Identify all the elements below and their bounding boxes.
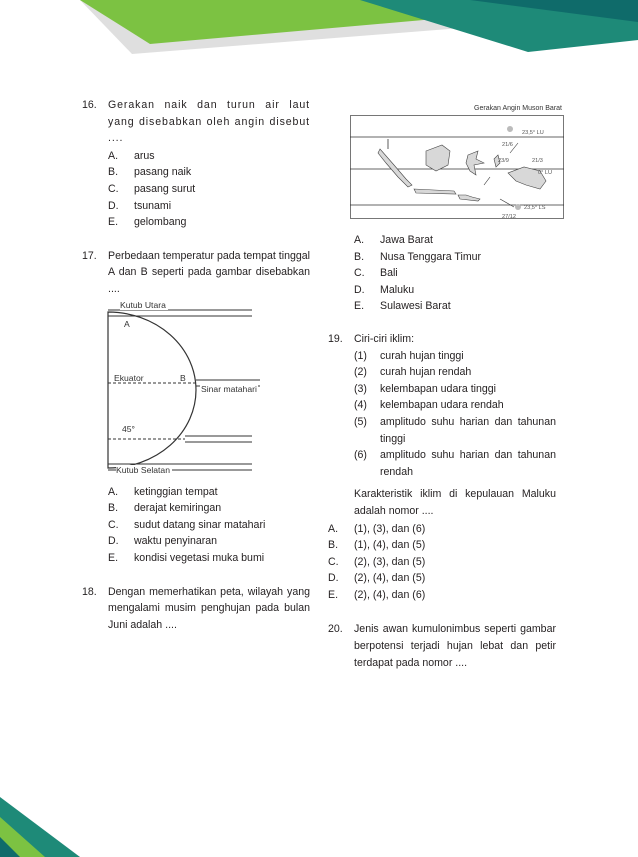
option-d[interactable]: D. (2), (4), dan (5) bbox=[328, 572, 426, 585]
option-e[interactable]: E. Sulawesi Barat bbox=[354, 300, 451, 313]
footer-decoration bbox=[0, 797, 80, 857]
option-e[interactable]: E. kondisi vegetasi muka bumi bbox=[108, 551, 265, 564]
climate-characteristics-list bbox=[354, 348, 556, 481]
option-b[interactable]: B. derajat kemiringan bbox=[108, 502, 222, 515]
option-a[interactable]: A. (1), (3), dan (6) bbox=[328, 522, 426, 535]
map-label-lat-north: 23,5° LU bbox=[522, 130, 544, 136]
list-item: (1) curah hujan tinggi bbox=[354, 349, 464, 362]
question-number: 18. bbox=[82, 585, 97, 598]
list-item: (5) amplitudo suhu harian dan tahunan tinggi bbox=[354, 415, 556, 445]
option-a[interactable]: A. ketinggian tempat bbox=[108, 485, 218, 498]
map-title: Gerakan Angin Muson Barat bbox=[474, 105, 562, 112]
map-label-date-jun: 21/6 bbox=[502, 142, 513, 148]
question-20 bbox=[328, 621, 556, 671]
question-stem: Jenis awan kumulonimbus seperti gambar berpotensi terjadi hujan lebat dan petir terdapat pada nomor .... bbox=[354, 623, 556, 669]
list-item: (4) kelembapan udara rendah bbox=[354, 399, 504, 412]
question-number: 19. bbox=[328, 332, 343, 345]
option-list bbox=[108, 148, 310, 231]
option-list bbox=[108, 484, 310, 567]
option-c[interactable]: C. sudut datang sinar matahari bbox=[108, 518, 266, 531]
map-label-date-dec: 27/12 bbox=[502, 214, 516, 220]
monsoon-map-figure bbox=[348, 104, 576, 222]
label-point-a: A bbox=[124, 318, 130, 329]
label-sun-rays: Sinar matahari bbox=[201, 383, 257, 394]
option-c[interactable]: C. pasang surut bbox=[108, 182, 196, 195]
label-point-b: B bbox=[180, 372, 186, 383]
option-e[interactable]: E. (2), (4), dan (6) bbox=[328, 588, 426, 601]
right-column bbox=[328, 104, 562, 671]
question-stem: Gerakan naik dan turun air laut yang disebabkan oleh angin disebut .... bbox=[108, 99, 310, 145]
question-number: 16. bbox=[82, 99, 97, 111]
option-c[interactable]: C. (2), (3), dan (5) bbox=[328, 555, 426, 568]
question-16 bbox=[82, 97, 310, 231]
question-number: 17. bbox=[82, 249, 97, 262]
option-b[interactable]: B. pasang naik bbox=[108, 166, 192, 179]
option-d[interactable]: D. tsunami bbox=[108, 199, 172, 212]
question-stem: Dengan memerhatikan peta, wilayah yang mengalami musim penghujan pada bulan Juni adalah .... bbox=[108, 585, 310, 631]
label-angle: 45° bbox=[122, 423, 135, 434]
question-stem: Ciri-ciri iklim: bbox=[354, 332, 415, 345]
label-equator: Ekuator bbox=[114, 372, 144, 383]
option-a[interactable]: A. arus bbox=[108, 149, 155, 162]
question-number: 20. bbox=[328, 623, 343, 636]
question-prompt: Karakteristik iklim di kepulauan Maluku adalah nomor .... bbox=[354, 488, 556, 517]
option-c[interactable]: C. Bali bbox=[354, 267, 398, 280]
list-item: (3) kelembapan udara tinggi bbox=[354, 382, 497, 395]
map-label-date-mar: 21/3 bbox=[532, 158, 543, 164]
label-north-pole: Kutub Utara bbox=[120, 299, 166, 310]
option-e[interactable]: E. gelombang bbox=[108, 216, 187, 229]
map-label-lat-south: 23,5° LS bbox=[524, 205, 546, 211]
question-stem: Perbedaan temperatur pada tempat tinggal A dan B seperti pada gambar disebabkan .... bbox=[108, 249, 311, 295]
left-column bbox=[82, 97, 310, 633]
option-d[interactable]: D. Maluku bbox=[354, 283, 415, 296]
option-d[interactable]: D. waktu penyinaran bbox=[108, 535, 218, 548]
question-17 bbox=[82, 248, 310, 567]
header-decoration bbox=[0, 0, 638, 58]
list-item: (6) amplitudo suhu harian dan tahunan rendah bbox=[354, 449, 556, 478]
option-b[interactable]: B. (1), (4), dan (5) bbox=[328, 539, 426, 552]
option-list bbox=[328, 521, 556, 604]
map-label-date-sep: 23/9 bbox=[498, 158, 509, 164]
map-label-equator: 0° LU bbox=[538, 170, 553, 176]
question-19 bbox=[328, 331, 556, 604]
label-south-pole: Kutub Selatan bbox=[116, 464, 170, 475]
list-item: (2) curah hujan rendah bbox=[354, 366, 472, 379]
option-a[interactable]: A. Jawa Barat bbox=[354, 234, 433, 246]
option-b[interactable]: B. Nusa Tenggara Timur bbox=[354, 250, 482, 263]
sun-angle-figure bbox=[102, 300, 282, 478]
question-18-options bbox=[328, 232, 556, 315]
question-18 bbox=[82, 584, 310, 634]
